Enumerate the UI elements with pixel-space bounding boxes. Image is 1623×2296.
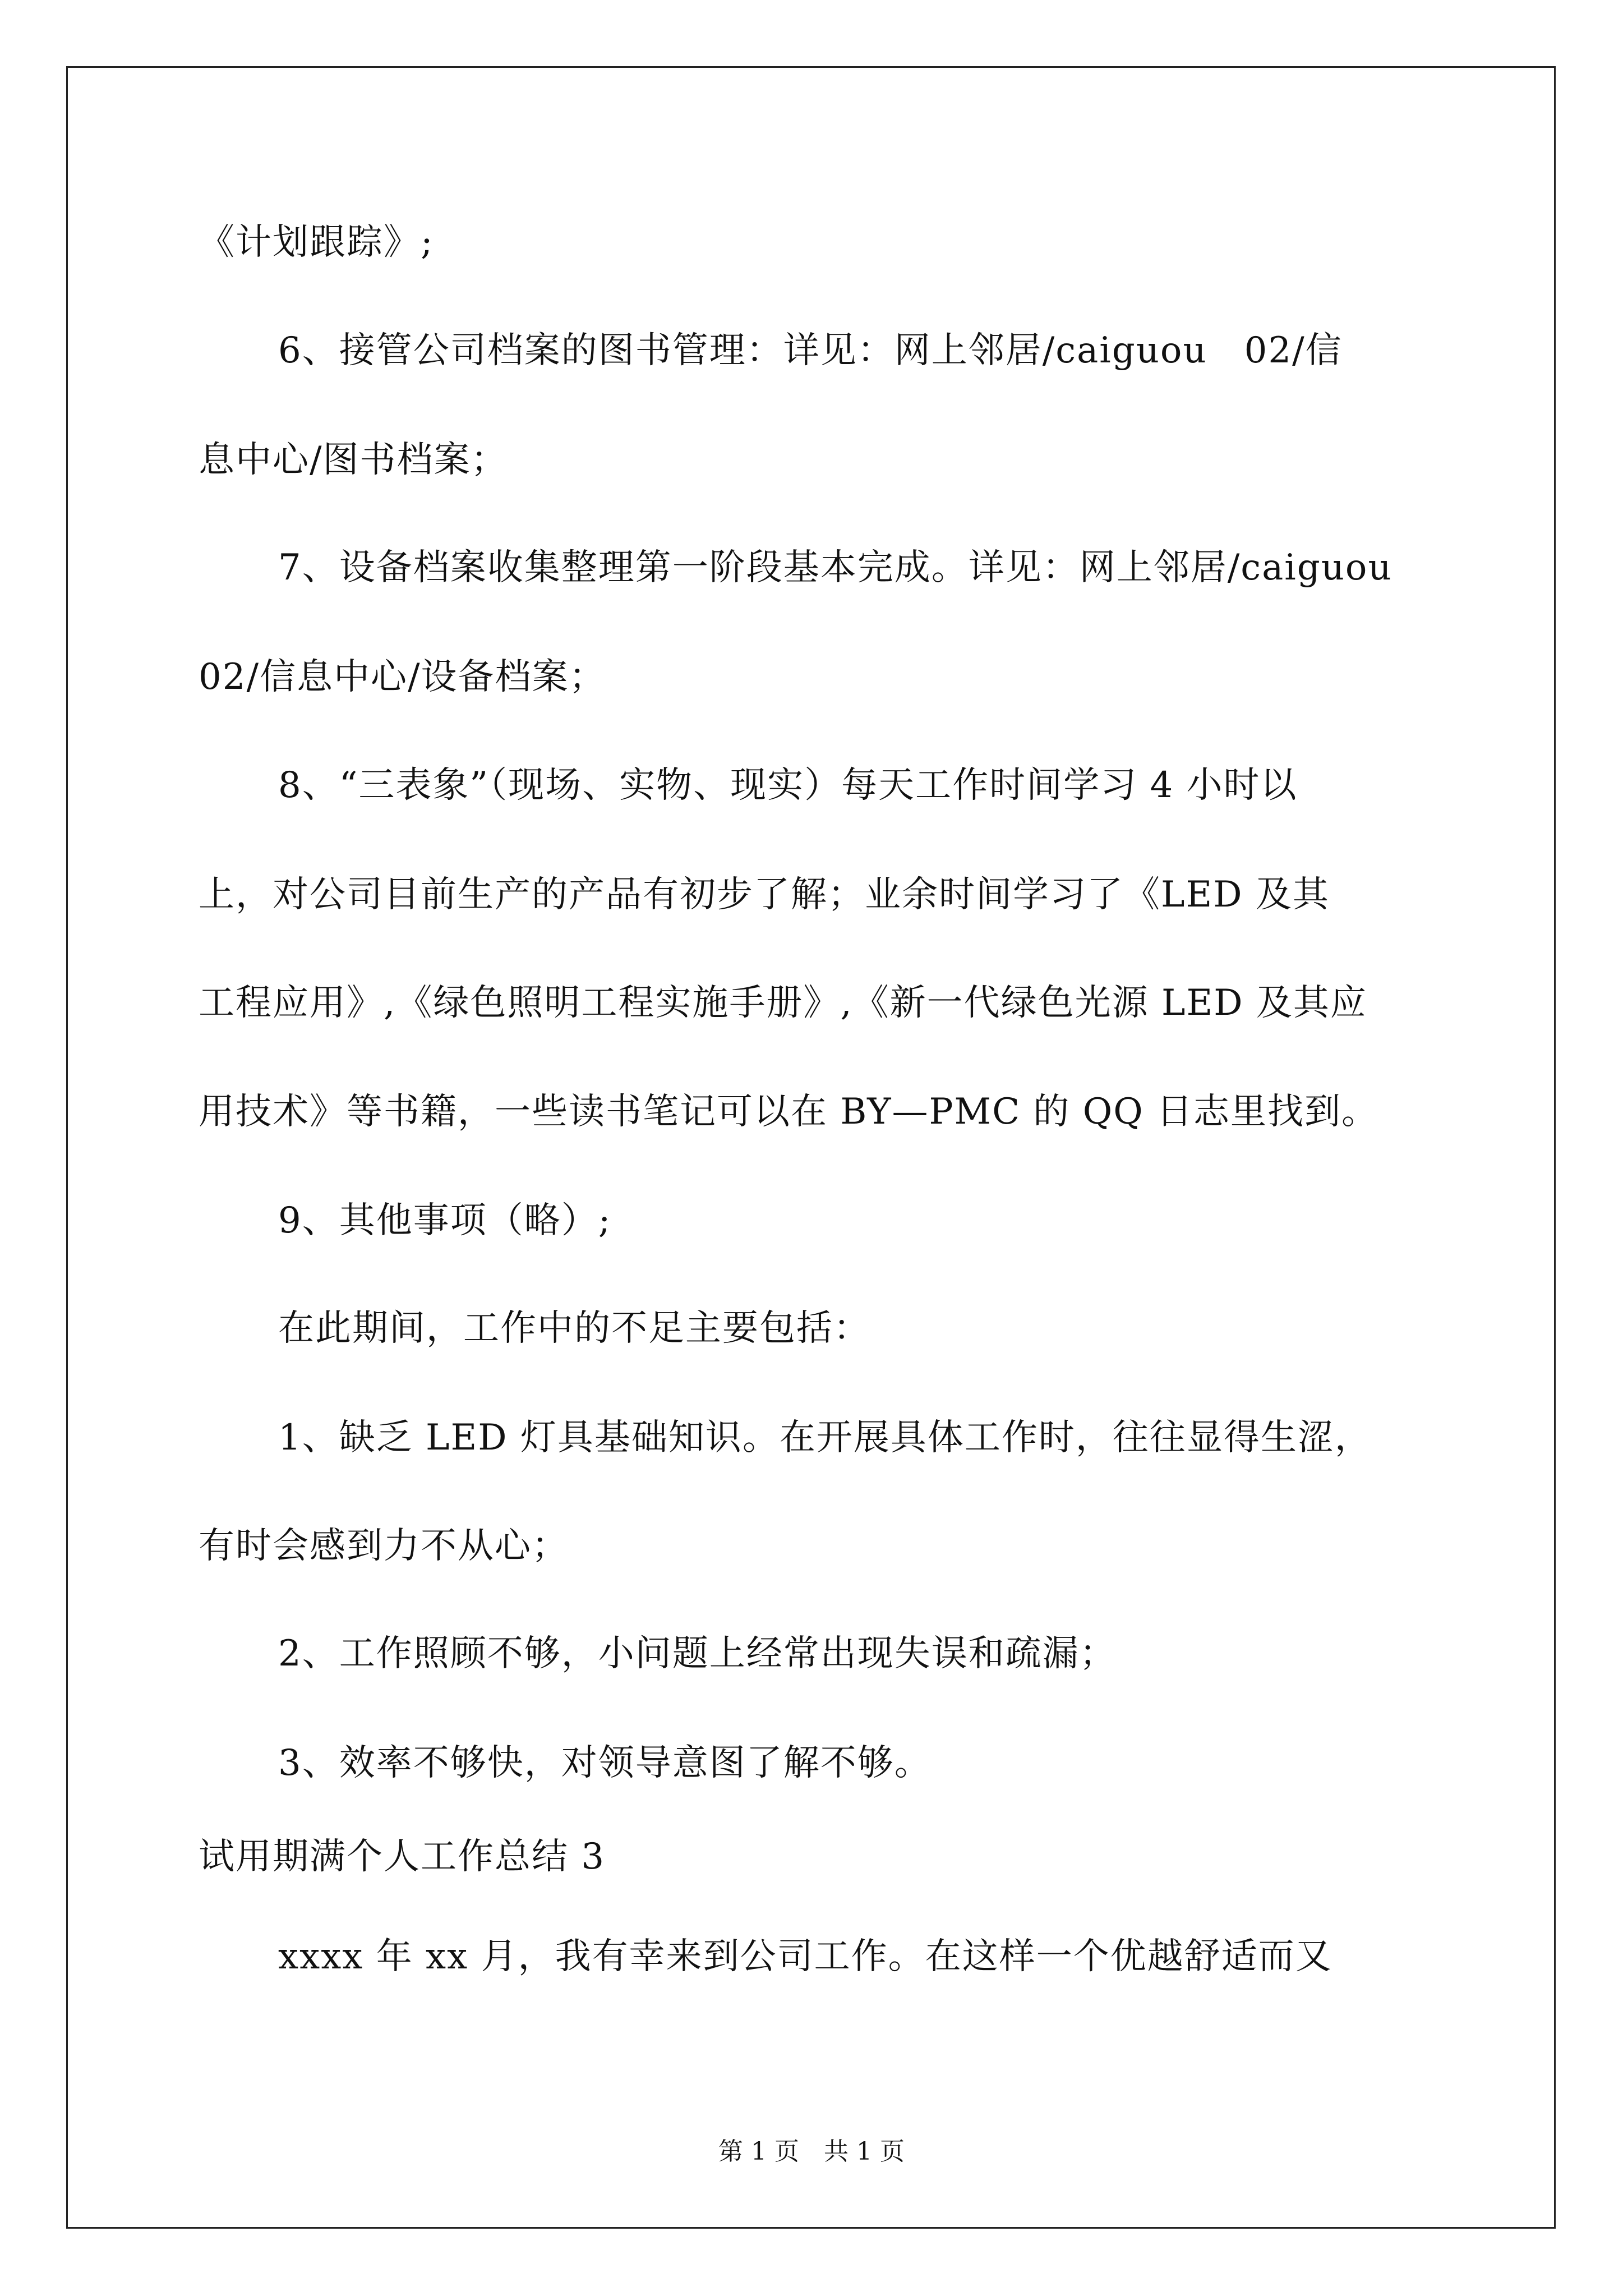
text-line: 在此期间，工作中的不足主要包括： <box>278 1308 870 1349</box>
text-line: 3、效率不够快，对领导意图了解不够。 <box>278 1742 932 1784</box>
text-line: 用技术》等书籍，一些读书笔记可以在 BY—PMC 的 QQ 日志里找到。 <box>199 1091 1379 1133</box>
text-line: 02/信息中心/设备档案； <box>199 656 606 698</box>
page-footer: 第 1 页 共 1 页 <box>718 2137 905 2166</box>
text-line: 1、缺乏 LED 灯具基础知识。在开展具体工作时，往往显得生涩， <box>278 1417 1372 1458</box>
text-line: 6、接管公司档案的图书管理：详见：网上邻居/caiguou 02/信 <box>278 330 1343 371</box>
text-line: 工程应用》,《绿色照明工程实施手册》,《新一代绿色光源 LED 及其应 <box>199 982 1367 1024</box>
text-line: 7、设备档案收集整理第一阶段基本完成。详见：网上邻居/caiguou <box>278 547 1393 588</box>
text-line: 上，对公司目前生产的产品有初步了解；业余时间学习了《LED 及其 <box>199 874 1330 915</box>
text-line: 《计划跟踪》; <box>199 222 434 263</box>
text-line: 息中心/图书档案； <box>199 439 508 481</box>
text-line: xxxx 年 xx 月，我有幸来到公司工作。在这样一个优越舒适而又 <box>278 1936 1332 1977</box>
page-border <box>66 66 1556 2229</box>
text-line: 2、工作照顾不够，小问题上经常出现失误和疏漏； <box>278 1633 1117 1674</box>
text-line: 8、“三表象”（现场、实物、现实）每天工作时间学习 4 小时以 <box>278 765 1298 806</box>
text-line: 有时会感到力不从心； <box>199 1525 569 1567</box>
section-heading: 试用期满个人工作总结 3 <box>199 1836 606 1878</box>
text-line: 9、其他事项（略）; <box>278 1200 612 1241</box>
